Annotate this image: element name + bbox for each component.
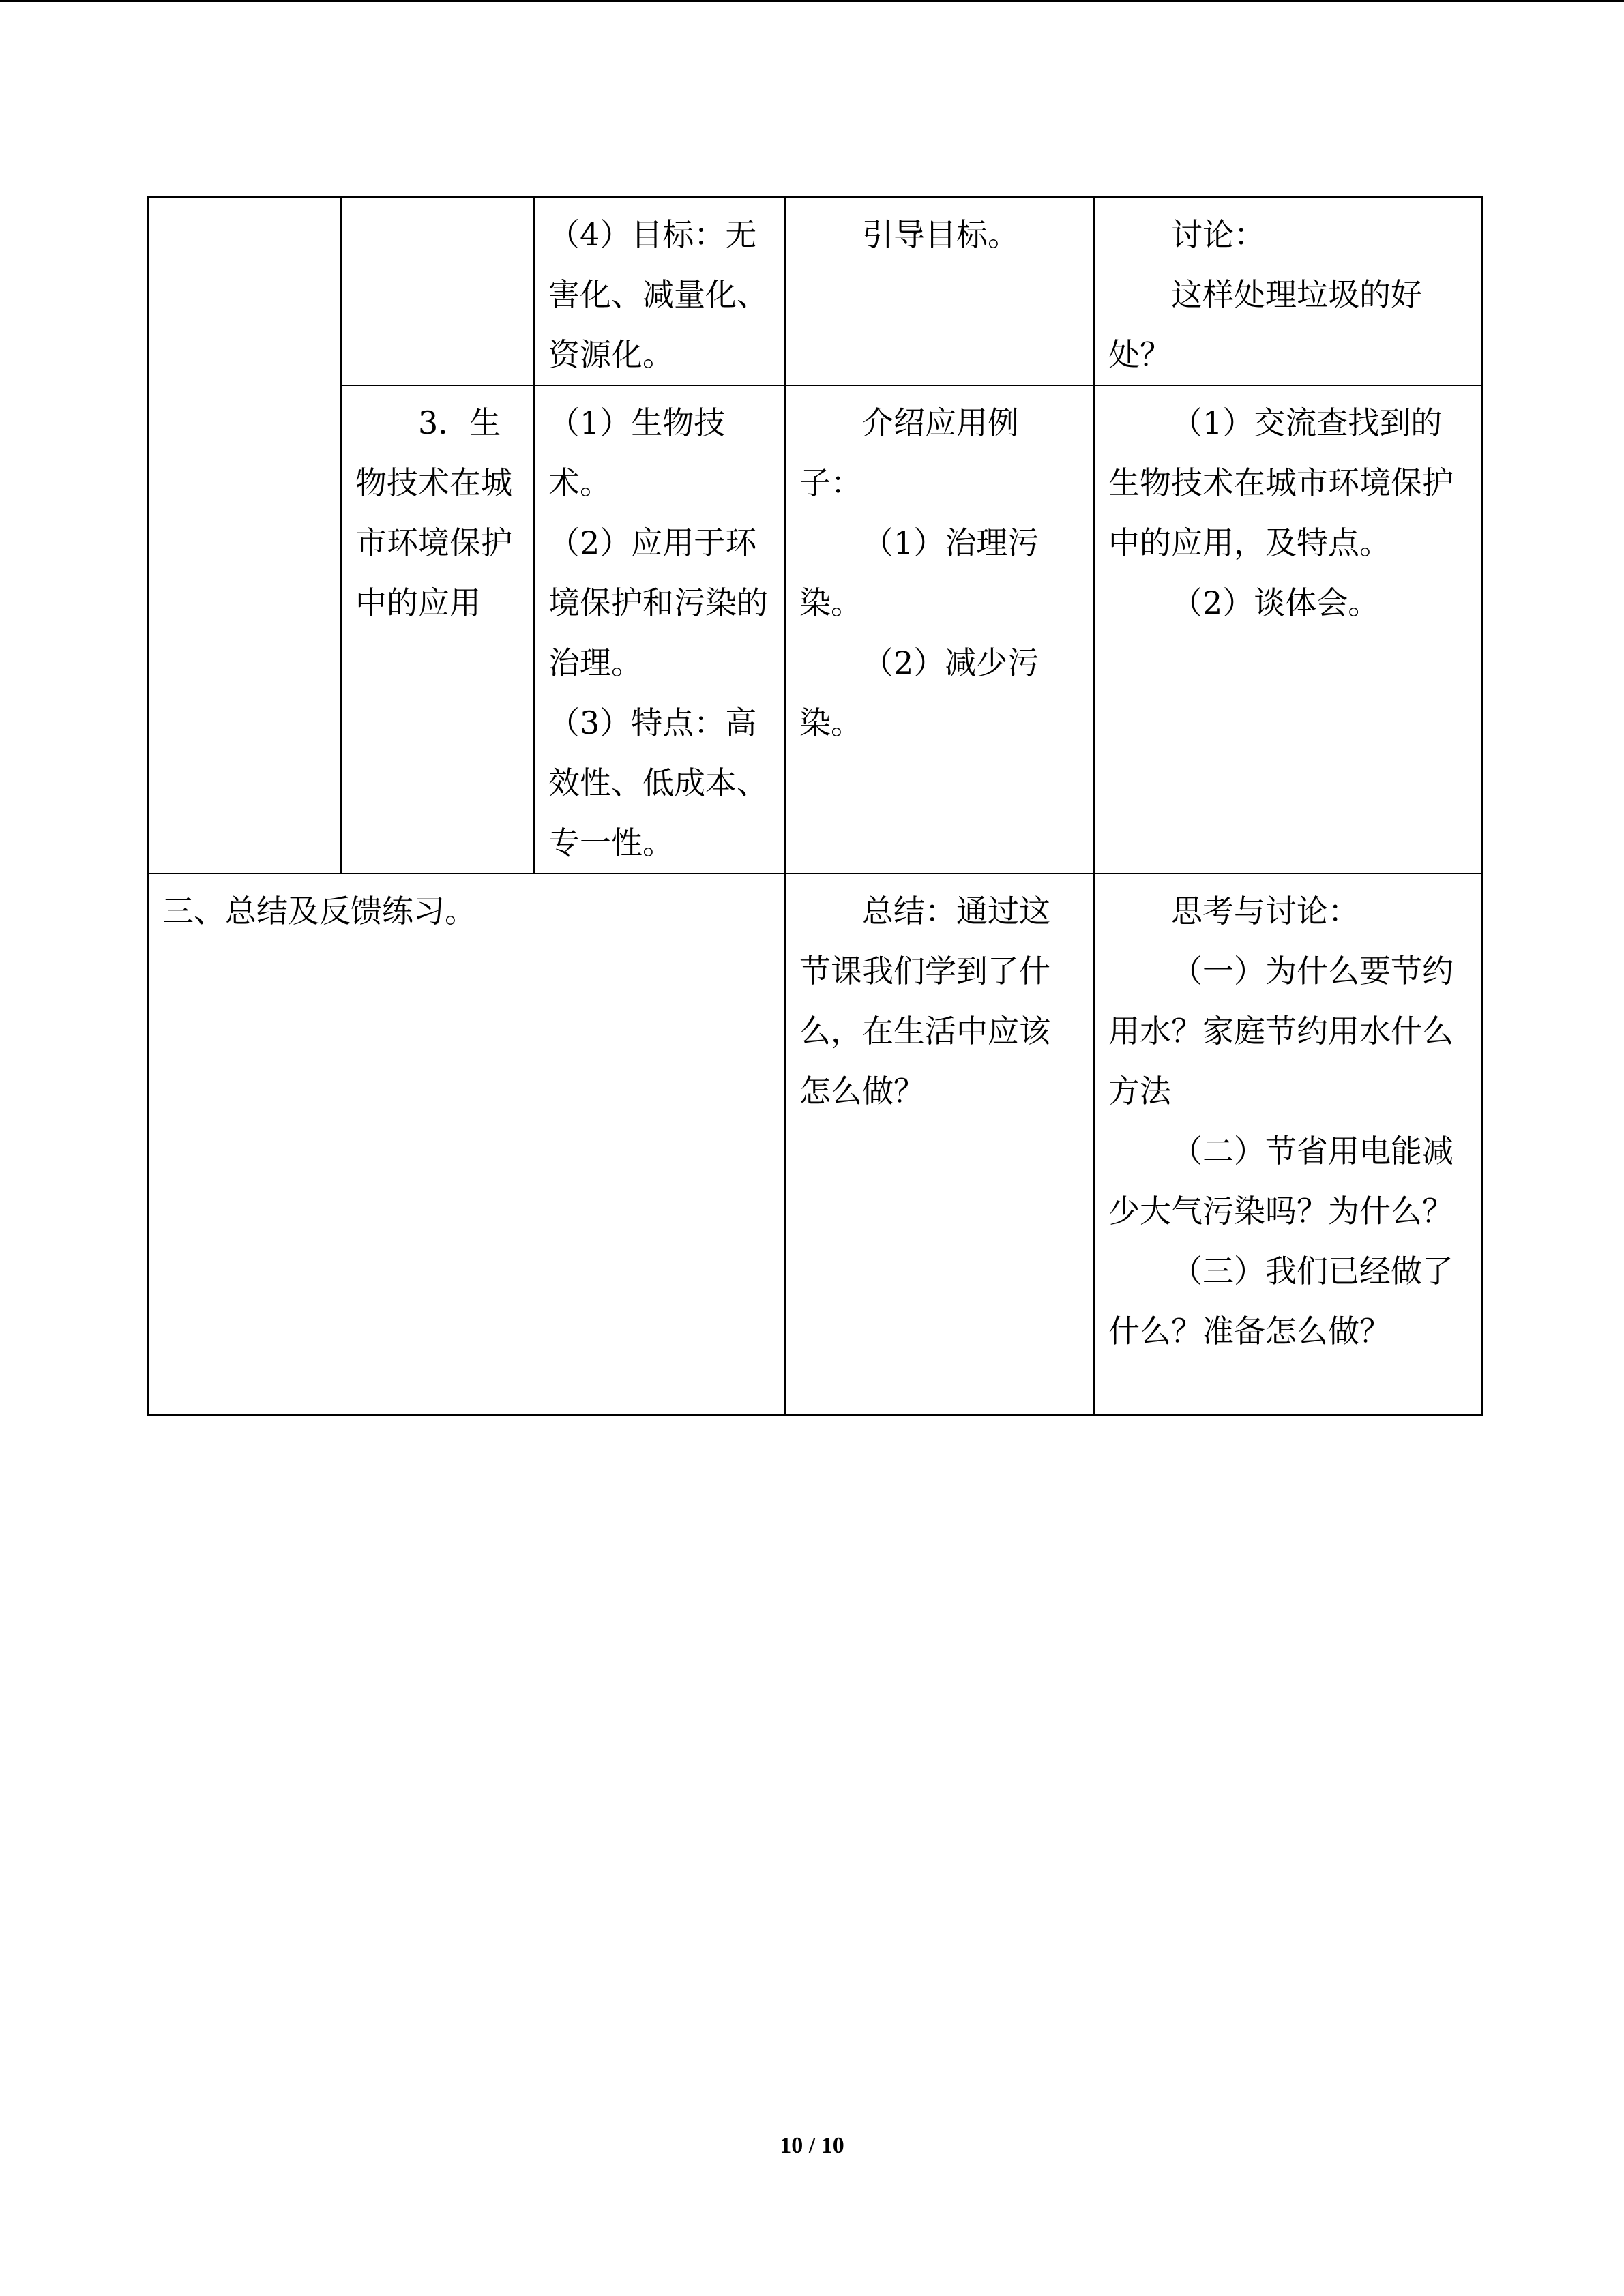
table-cell-content: [534, 197, 785, 385]
table-cell-teacher-activity: [785, 385, 1094, 874]
table-cell-student-activity: [1094, 197, 1482, 385]
cell-paragraph: 引导目标。: [862, 216, 1019, 253]
cell-paragraph: 介绍应用例子：: [799, 404, 1019, 501]
lesson-plan-table: [147, 196, 1483, 1416]
table-cell-topic-empty: [341, 197, 534, 385]
cell-paragraph: （2）谈体会。: [1171, 584, 1380, 621]
table-cell-content: [534, 385, 785, 874]
cell-paragraph: （二）节省用电能减少大气污染吗？为什么？: [1108, 1133, 1453, 1229]
table-cell-student-activity: [1094, 874, 1482, 1415]
cell-paragraph: 3．生物技术在城市环境保护中的应用: [355, 404, 512, 621]
table-row: [148, 874, 1482, 1415]
cell-paragraph: 讨论：: [1171, 216, 1265, 253]
table-cell-summary-heading: [148, 874, 785, 1415]
cell-paragraph: （2）应用于环境保护和污染的治理。: [548, 524, 768, 681]
page-number: 10 / 10: [780, 2133, 844, 2158]
cell-paragraph: 思考与讨论：: [1171, 893, 1359, 929]
top-border-line: [0, 0, 1624, 2]
table-cell-topic: [341, 385, 534, 874]
table-cell-section-empty: [148, 197, 341, 874]
cell-paragraph: （2）减少污染。: [799, 644, 1039, 741]
cell-paragraph: （1）交流查找到的生物技术在城市环境保护中的应用，及特点。: [1108, 404, 1453, 561]
table-cell-teacher-activity: [785, 874, 1094, 1415]
table-cell-teacher-activity: [785, 197, 1094, 385]
table-row: [148, 385, 1482, 874]
cell-paragraph: （1）治理污染。: [799, 524, 1039, 621]
cell-paragraph: 总结：通过这节课我们学到了什么，在生活中应该怎么做？: [799, 893, 1050, 1109]
cell-paragraph: 三、总结及反馈练习。: [162, 893, 476, 929]
cell-paragraph: （一）为什么要节约用水？家庭节约用水什么方法: [1108, 953, 1453, 1109]
cell-paragraph: （3）特点：高效性、低成本、专一性。: [548, 704, 768, 861]
cell-paragraph: （三）我们已经做了什么？准备怎么做？: [1108, 1253, 1453, 1350]
cell-paragraph: （4）目标：无害化、减量化、资源化。: [548, 216, 768, 373]
table-row: [148, 197, 1482, 385]
cell-paragraph: （1）生物技术。: [548, 404, 726, 501]
table-cell-student-activity: [1094, 385, 1482, 874]
cell-paragraph: 这样处理垃圾的好处？: [1108, 276, 1422, 373]
